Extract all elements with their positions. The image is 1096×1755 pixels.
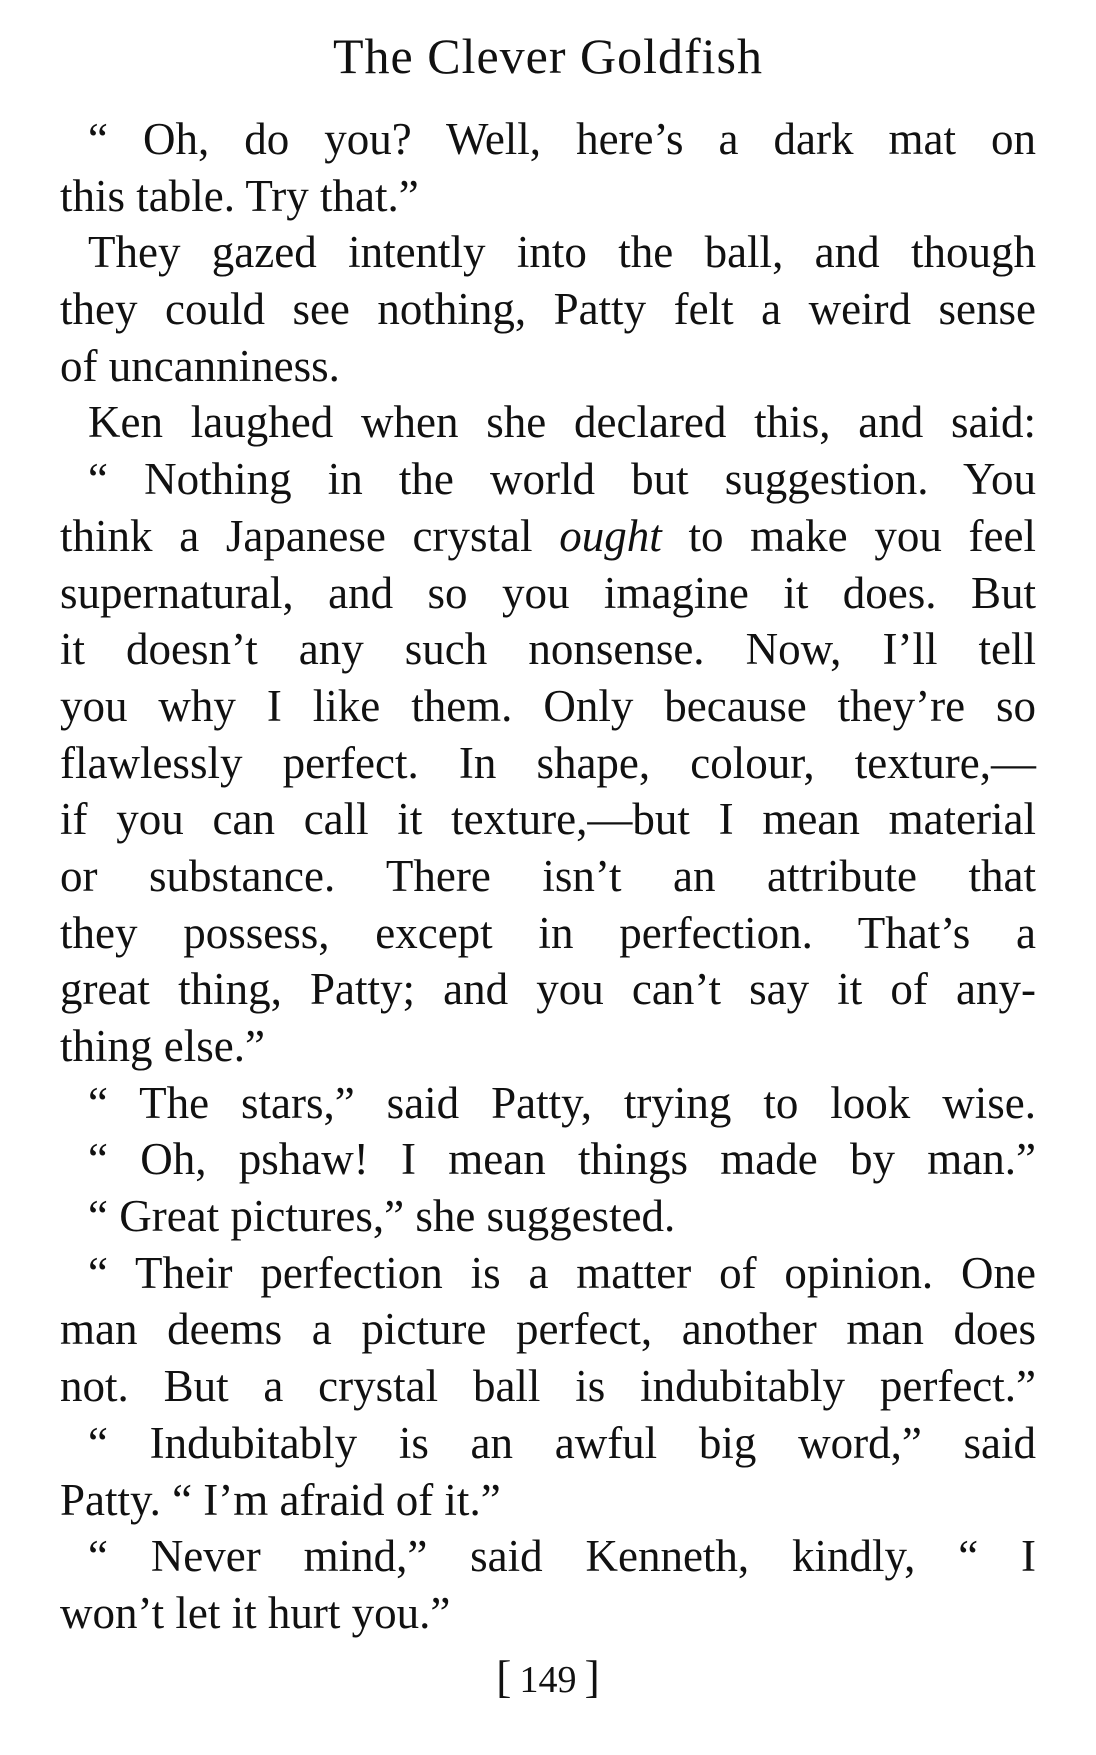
text-line: or substance. There isn’t an attribute that — [60, 850, 1036, 901]
text-line: of uncanniness. — [60, 340, 340, 391]
text-line: “ Their perfection is a matter of opinion. One — [88, 1247, 1036, 1298]
text-line: “ Indubitably is an awful big word,” said — [88, 1417, 1036, 1468]
text-line: they could see nothing, Patty felt a weird sense — [60, 284, 1036, 335]
text-line: They gazed intently into the ball, and though — [88, 227, 1036, 278]
text-line: not. But a crystal ball is indubitably perfect.” — [60, 1361, 1036, 1412]
text-line: “ Nothing in the world but suggestion. You — [88, 454, 1036, 505]
page-number-open-bracket: [ — [496, 1651, 512, 1702]
page-number-close-bracket: ] — [584, 1651, 600, 1702]
text-line: thing else.” — [60, 1021, 265, 1071]
emphasized-word: ought — [559, 510, 662, 561]
text-line: flawlessly perfect. In shape, colour, texture,— — [60, 737, 1036, 788]
body-text — [60, 111, 1036, 1642]
text-line: “ The stars,” said Patty, trying to look wise. — [88, 1077, 1036, 1128]
text-line: won’t let it hurt you.” — [60, 1587, 451, 1638]
text-line: “ Oh, pshaw! I mean things made by man.” — [88, 1134, 1036, 1185]
text-line: Ken laughed when she declared this, and said: — [88, 397, 1036, 448]
text-line: “ Oh, do you? Well, here’s a dark mat on — [88, 114, 1036, 164]
text-segment: think a Japanese crystal — [60, 510, 560, 561]
text-segment: to make you feel — [661, 510, 1036, 561]
text-line: Patty. “ I’m afraid of it.” — [60, 1474, 501, 1525]
text-line: supernatural, and so you imagine it does. But — [60, 567, 1036, 618]
text-line: they possess, except in perfection. That’s a — [60, 907, 1036, 958]
running-head: The Clever Goldfish — [332, 28, 763, 84]
text-line: if you can call it texture,—but I mean material — [60, 794, 1036, 845]
text-line: man deems a picture perfect, another man does — [60, 1304, 1036, 1355]
page-number — [0, 1647, 1096, 1710]
text-line: it doesn’t any such nonsense. Now, I’ll tell — [60, 624, 1036, 675]
text-line: great thing, Patty; and you can’t say it of any- — [60, 964, 1036, 1015]
page-number-value: 149 — [519, 1659, 577, 1701]
text-line-with-emphasis — [60, 508, 1036, 565]
text-line: “ Never mind,” said Kenneth, kindly, “ I — [88, 1531, 1036, 1582]
text-line: “ Great pictures,” she suggested. — [88, 1191, 676, 1242]
text-line: you why I like them. Only because they’re so — [60, 680, 1036, 731]
text-line: this table. Try that.” — [60, 170, 419, 221]
